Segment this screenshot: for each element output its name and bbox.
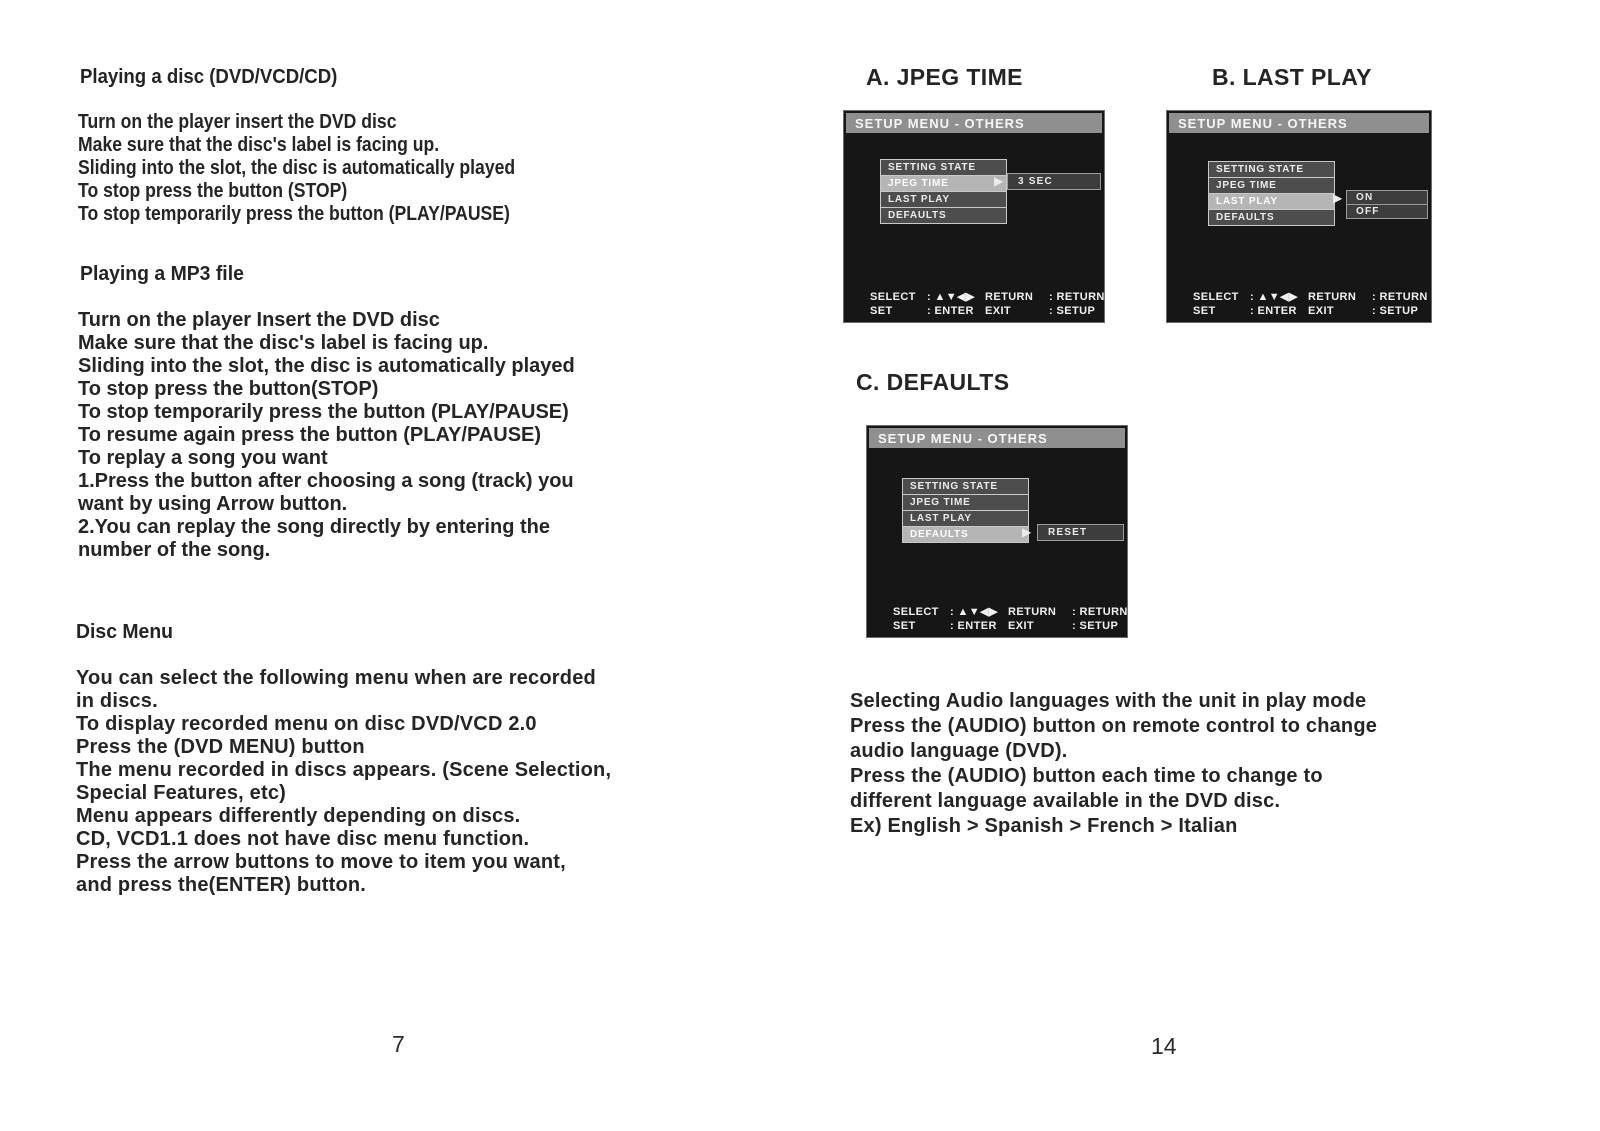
text-line: You can select the following menu when are recorded xyxy=(76,667,596,689)
help-return-label: RETURN xyxy=(1008,606,1057,618)
menu-item-last-play-selected: LAST PLAY xyxy=(1209,194,1334,210)
setup-screen-last-play xyxy=(1166,110,1432,323)
help-set-value: : ENTER xyxy=(1250,304,1297,317)
help-set-value: : ENTER xyxy=(950,619,997,632)
help-set-label: SET xyxy=(1193,304,1216,317)
option-off: OFF xyxy=(1356,206,1380,217)
help-exit-value: : SETUP xyxy=(1072,619,1119,632)
setup-screen-jpeg-time xyxy=(843,110,1105,323)
text-line: Ex) English > Spanish > French > Italian xyxy=(850,815,1238,837)
pointer-arrow-icon: ▶ xyxy=(1333,191,1343,205)
help-return-value: : RETURN xyxy=(1372,291,1428,303)
heading-last-play: B. LAST PLAY xyxy=(1212,64,1372,90)
help-select-value: : ▲▼◀▶ xyxy=(927,291,975,303)
help-exit-value: : SETUP xyxy=(1049,304,1096,317)
text-line: Press the (AUDIO) button each time to change to xyxy=(850,765,1323,787)
section-playing-a-disc xyxy=(78,111,515,226)
text-line: and press the(ENTER) button. xyxy=(76,874,367,896)
text-line: To display recorded menu on disc DVD/VCD 2.0 xyxy=(76,713,537,735)
text-line: To stop press the button (STOP) xyxy=(78,180,348,202)
help-set-value: : ENTER xyxy=(927,304,974,317)
text-line: To stop temporarily press the button (PLAY/PAUSE) xyxy=(78,401,569,423)
menu-item-last-play: LAST PLAY xyxy=(881,192,1006,208)
text-line: want by using Arrow button. xyxy=(78,493,348,515)
text-line: audio language (DVD). xyxy=(850,740,1068,762)
help-exit-label: EXIT xyxy=(1308,304,1335,317)
text-line: To replay a song you want xyxy=(78,447,328,469)
text-line: different language available in the DVD disc. xyxy=(850,790,1281,812)
help-exit-label: EXIT xyxy=(1008,619,1035,632)
text-line: The menu recorded in discs appears. (Scene Selection, xyxy=(76,759,612,781)
screen-help-legend xyxy=(870,291,1103,318)
page-number-left: 7 xyxy=(392,1031,405,1057)
text-line: in discs. xyxy=(76,690,158,712)
screen-menu xyxy=(902,478,1032,543)
defaults-value-box: RESET xyxy=(1037,524,1124,541)
help-exit-label: EXIT xyxy=(985,304,1012,317)
pointer-arrow-icon: ▶ xyxy=(1022,525,1032,539)
screen-title-bar: SETUP MENU - OTHERS xyxy=(869,428,1125,448)
text-line: Sliding into the slot, the disc is automatically played xyxy=(78,157,516,179)
heading-defaults: C. DEFAULTS xyxy=(856,369,1010,395)
text-line: 1.Press the button after choosing a song (track) you xyxy=(78,470,574,492)
help-select-label: SELECT xyxy=(1193,291,1239,303)
heading-playing-a-disc: Playing a disc (DVD/VCD/CD) xyxy=(80,66,338,88)
menu-item-jpeg-time: JPEG TIME xyxy=(1209,178,1334,194)
menu-item-last-play: LAST PLAY xyxy=(903,511,1028,527)
menu-item-jpeg-time-selected: JPEG TIME xyxy=(881,176,1006,192)
help-select-label: SELECT xyxy=(893,606,939,618)
screen-menu xyxy=(1208,161,1335,226)
heading-jpeg-time: A. JPEG TIME xyxy=(866,64,1023,90)
text-line: number of the song. xyxy=(78,539,271,561)
help-select-value: : ▲▼◀▶ xyxy=(950,606,998,618)
text-line: Special Features, etc) xyxy=(76,782,287,804)
jpeg-time-value-box: 3 SEC xyxy=(1007,173,1101,190)
section-playing-mp3 xyxy=(78,309,575,562)
pointer-arrow-icon: ▶ xyxy=(994,174,1004,188)
screen-help-legend xyxy=(1193,291,1430,318)
menu-item-jpeg-time: JPEG TIME xyxy=(903,495,1028,511)
text-line: CD, VCD1.1 does not have disc menu function. xyxy=(76,828,530,850)
text-line: Turn on the player insert the DVD disc xyxy=(78,111,397,133)
help-select-label: SELECT xyxy=(870,291,916,303)
text-line: To stop temporarily press the button (PLAY/PAUSE) xyxy=(78,203,510,225)
menu-item-setting-state: SETTING STATE xyxy=(881,160,1006,176)
text-line: Make sure that the disc's label is facing up. xyxy=(78,332,489,354)
page-number-right: 14 xyxy=(1151,1033,1177,1059)
screen-menu xyxy=(880,159,1007,224)
text-line: Press the (DVD MENU) button xyxy=(76,736,365,758)
text-line: Selecting Audio languages with the unit in play mode xyxy=(850,690,1367,712)
menu-item-defaults: DEFAULTS xyxy=(1209,210,1334,225)
menu-item-setting-state: SETTING STATE xyxy=(1209,162,1334,178)
text-line: To resume again press the button (PLAY/PAUSE) xyxy=(78,424,542,446)
text-line: To stop press the button(STOP) xyxy=(78,378,379,400)
setup-screen-defaults xyxy=(866,425,1128,638)
help-select-value: : ▲▼◀▶ xyxy=(1250,291,1298,303)
screen-help-legend xyxy=(893,606,1126,633)
help-return-label: RETURN xyxy=(1308,291,1357,303)
text-line: Sliding into the slot, the disc is automatically played xyxy=(78,355,575,377)
text-line: Turn on the player Insert the DVD disc xyxy=(78,309,440,331)
option-on: ON xyxy=(1347,191,1427,205)
menu-item-defaults: DEFAULTS xyxy=(881,208,1006,223)
menu-item-defaults-selected: DEFAULTS xyxy=(903,527,1028,542)
text-line: Menu appears differently depending on discs. xyxy=(76,805,521,827)
text-line: Make sure that the disc's label is facing up. xyxy=(78,134,440,156)
text-line: Press the arrow buttons to move to item you want, xyxy=(76,851,566,873)
help-return-value: : RETURN xyxy=(1049,291,1105,303)
help-exit-value: : SETUP xyxy=(1372,304,1419,317)
section-audio-languages xyxy=(850,689,1377,839)
text-line: 2.You can replay the song directly by entering the xyxy=(78,516,550,538)
section-disc-menu xyxy=(76,667,611,897)
screen-title-bar: SETUP MENU - OTHERS xyxy=(1169,113,1429,133)
help-set-label: SET xyxy=(870,304,893,317)
heading-disc-menu: Disc Menu xyxy=(76,621,174,643)
menu-item-setting-state: SETTING STATE xyxy=(903,479,1028,495)
screen-title-bar: SETUP MENU - OTHERS xyxy=(846,113,1102,133)
heading-playing-mp3: Playing a MP3 file xyxy=(80,263,244,285)
help-set-label: SET xyxy=(893,619,916,632)
text-line: Press the (AUDIO) button on remote control to change xyxy=(850,715,1378,737)
help-return-label: RETURN xyxy=(985,291,1034,303)
help-return-value: : RETURN xyxy=(1072,606,1128,618)
last-play-options-box xyxy=(1346,190,1428,219)
